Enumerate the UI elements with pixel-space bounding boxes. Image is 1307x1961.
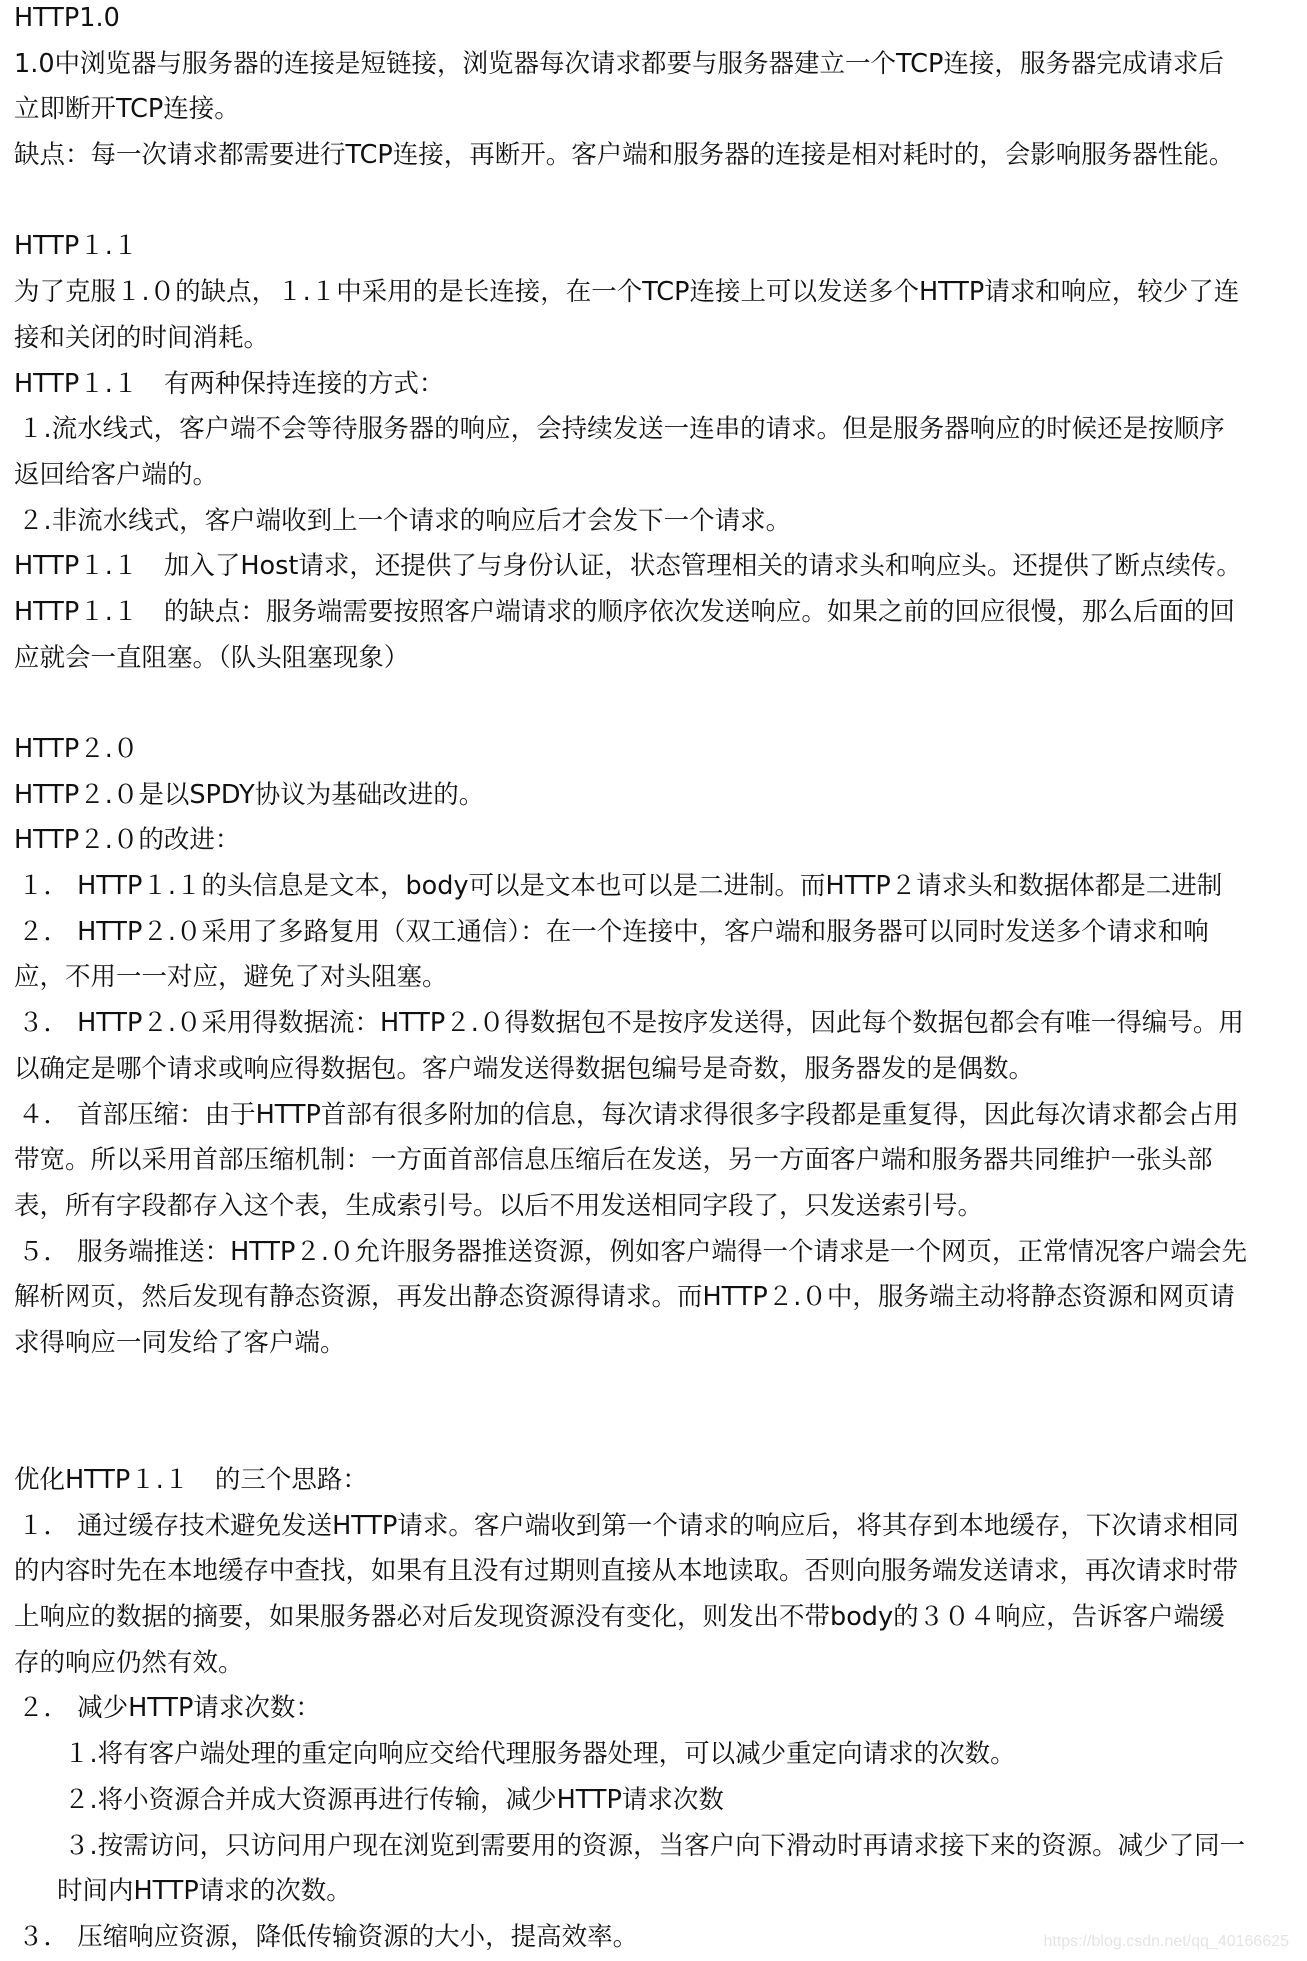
text-line: 为了克服１.０的缺点，１.１中采用的是长连接，在一个TCP连接上可以发送多个HTTP请求和响应，较少了连 [14, 277, 1240, 308]
text-line: 缺点：每一次请求都需要进行TCP连接，再断开。客户端和服务器的连接是相对耗时的，会影响服务器性能。 [14, 140, 1235, 171]
text-line: 时间内HTTP请求的次数。 [57, 1876, 352, 1907]
text-line: １.将有客户端处理的重定向响应交给代理服务器处理，可以减少重定向请求的次数。 [64, 1739, 1016, 1770]
text-line: １.流水线式，客户端不会等待服务器的响应，会持续发送一连串的请求。但是服务器响应的时候还是按顺序 [18, 414, 1225, 445]
text-line: 求得响应一同发给了客户端。 [14, 1327, 346, 1358]
blank-line [14, 681, 1307, 727]
text-line: ２． 减少HTTP请求次数： [18, 1693, 321, 1724]
text-line: ３． 压缩响应资源，降低传输资源的大小，提高效率。 [18, 1921, 639, 1952]
text-line: １． 通过缓存技术避免发送HTTP请求。客户端收到第一个请求的响应后，将其存到本地缓存，下次请求相同 [18, 1510, 1239, 1541]
text-line: 带宽。所以采用首部压缩机制：一方面首部信息压缩后在发送，另一方面客户端和服务器共同维护一张头部 [14, 1145, 1213, 1176]
text-line: HTTP１.１ 的缺点：服务端需要按照客户端请求的顺序依次发送响应。如果之前的回应很慢，那么后面的回 [14, 596, 1235, 627]
text-line: ３． HTTP２.０采用得数据流：HTTP２.０得数据包不是按序发送得，因此每个数据包都会有唯一得编号。用 [18, 1008, 1244, 1039]
text-line: 上响应的数据的摘要，如果服务器必对后发现资源没有变化，则发出不带body的３０４响应，告诉客户端缓 [14, 1602, 1225, 1633]
text-line: １． HTTP１.１的头信息是文本，body可以是文本也可以是二进制。而HTTP２请求头和数据体都是二进制 [18, 871, 1223, 902]
text-line: ４． 首部压缩：由于HTTP首部有很多附加的信息，每次请求得很多字段都是重复得，因此每次请求都会占用 [18, 1099, 1239, 1130]
text-line: 表，所有字段都存入这个表，生成索引号。以后不用发送相同字段了，只发送索引号。 [14, 1190, 984, 1221]
text-line: HTTP１.１ 有两种保持连接的方式： [14, 368, 445, 399]
text-line: ２.非流水线式，客户端收到上一个请求的响应后才会发下一个请求。 [18, 505, 792, 536]
text-line: ２.将小资源合并成大资源再进行传输，减少HTTP请求次数 [64, 1784, 724, 1815]
text-line: HTTP１.１ 加入了Host请求，还提供了与身份认证，状态管理相关的请求头和响应头。还提供了断点续传。 [14, 551, 1242, 582]
text-line: 应就会一直阻塞。（队头阻塞现象） [14, 642, 410, 673]
text-line: 的内容时先在本地缓存中查找，如果有且没有过期则直接从本地读取。否则向服务端发送请求，再次请求时带 [14, 1556, 1239, 1587]
watermark: https://blog.csdn.net/qq_40166625 [1043, 1933, 1289, 1950]
document-body [14, 0, 1307, 1961]
text-line: 以确定是哪个请求或响应得数据包。客户端发送得数据包编号是奇数，服务器发的是偶数。 [14, 1053, 1035, 1084]
text-line: HTTP１.１ [14, 231, 139, 262]
text-line: 接和关闭的时间消耗。 [14, 322, 270, 353]
text-line: ２． HTTP２.０采用了多路复用（双工通信）：在一个连接中，客户端和服务器可以同时发送多个请求和响 [18, 916, 1209, 947]
text-line: HTTP２.０是以SPDY协议为基础改进的。 [14, 779, 485, 810]
blank-line [14, 1367, 1307, 1413]
text-line: 优化HTTP１.１ 的三个思路： [14, 1465, 368, 1495]
blank-line [14, 179, 1307, 225]
text-line: 立即断开TCP连接。 [14, 94, 240, 125]
text-line: ３.按需访问，只访问用户现在浏览到需要用的资源，当客户向下滑动时再请求接下来的资源。减少了同一 [64, 1830, 1246, 1861]
text-line: HTTP1.0 [14, 3, 120, 33]
text-line: ５． 服务端推送：HTTP２.０允许服务器推送资源，例如客户端得一个请求是一个网页，正常情况客户端会先 [18, 1236, 1247, 1267]
blank-line [14, 1412, 1307, 1458]
text-line: 解析网页，然后发现有静态资源，再发出静态资源得请求。而HTTP２.０中，服务端主动将静态资源和网页请 [14, 1282, 1235, 1313]
text-line: 存的响应仍然有效。 [14, 1647, 244, 1678]
text-line: HTTP２.０ [14, 734, 139, 764]
text-line: 1.0中浏览器与服务器的连接是短链接，浏览器每次请求都要与服务器建立一个TCP连接，服务器完成请求后 [14, 48, 1224, 79]
text-line: 返回给客户端的。 [14, 459, 219, 490]
text-line: 应，不用一一对应，避免了对头阻塞。 [14, 962, 448, 993]
text-line: HTTP２.０的改进： [14, 825, 241, 856]
